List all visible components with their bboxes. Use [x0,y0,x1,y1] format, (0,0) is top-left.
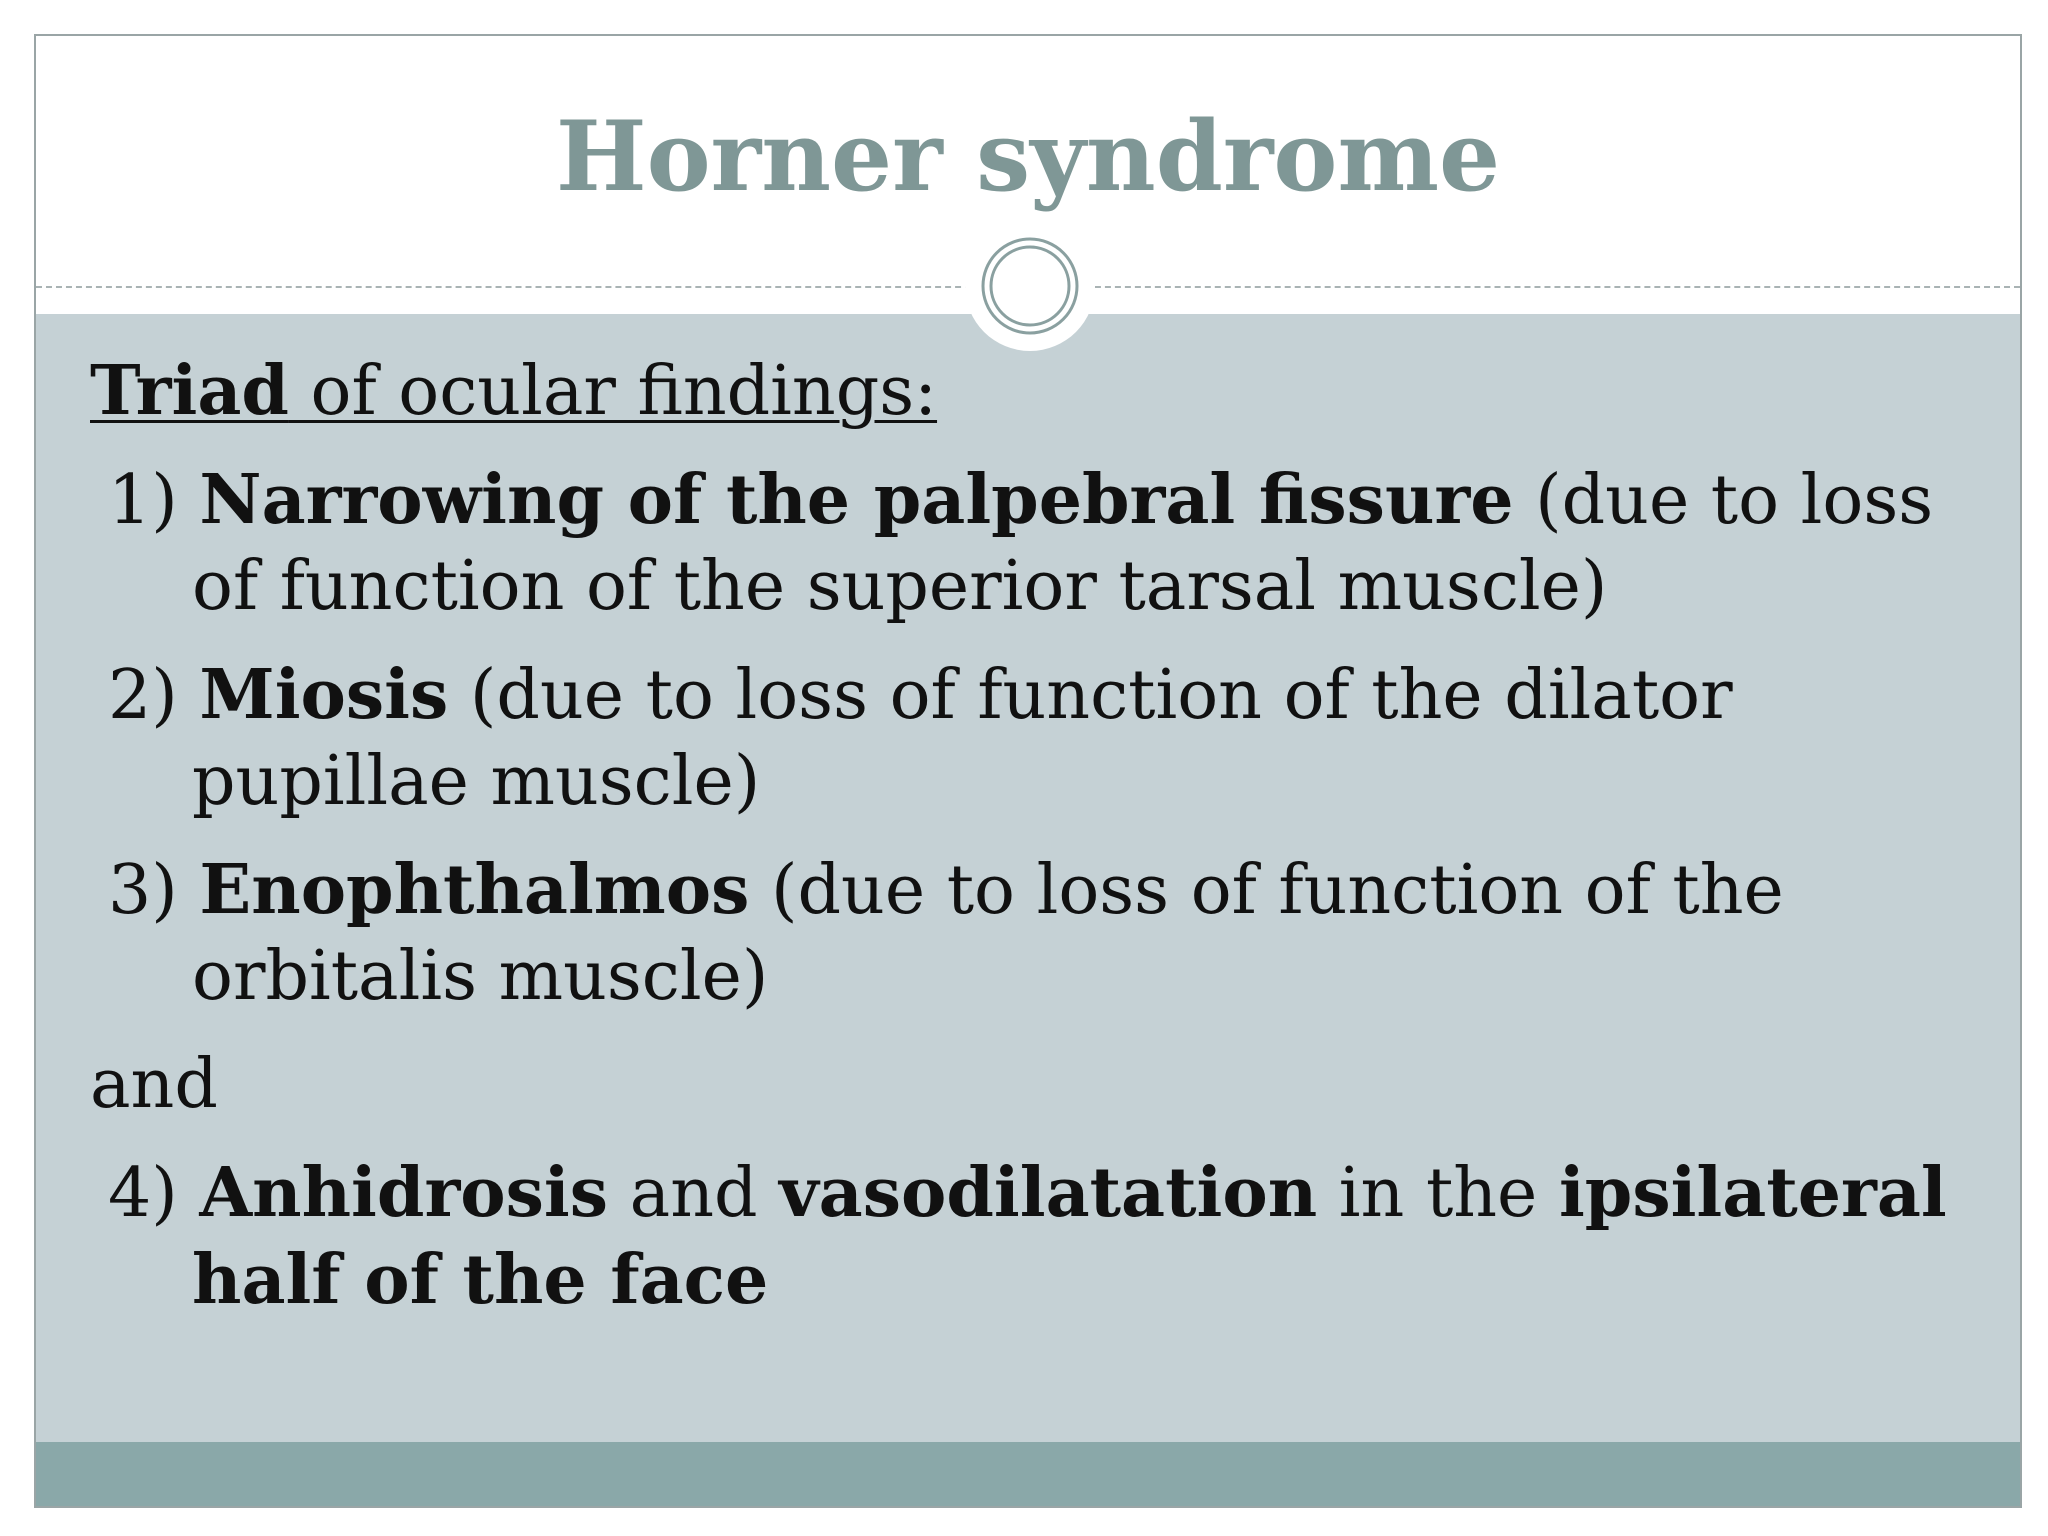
item-explanation: (due to loss of function of the dilator pupillae muscle) [192,656,1733,821]
slide-body [90,348,1970,1324]
slide [34,34,2022,1508]
item-explanation: (due to loss of function of the superior tarsal muscle) [192,461,1934,626]
item-term: Miosis [199,655,449,735]
finding-item-3 [90,847,1970,1020]
item-number: 4) [108,1154,178,1233]
finding-item-1 [90,457,1970,630]
item-connector: and [629,1154,758,1233]
finding-item-4 [90,1150,1970,1324]
item-number: 3) [108,851,178,930]
item-term-vasodilatation: vasodilatation [779,1153,1318,1233]
slide-title: Horner syndrome [555,100,1501,213]
heading-rest: of ocular findings: [288,352,938,431]
connector-text: and [90,1045,218,1124]
item-number: 2) [108,656,178,735]
footer-band [36,1442,2020,1508]
double-ring-icon [979,235,1081,337]
finding-item-2 [90,652,1970,825]
findings-heading [90,348,1970,435]
item-term: Narrowing of the palpebral fissure [199,460,1514,540]
item-number: 1) [108,461,178,540]
item-connector: in the [1338,1154,1538,1233]
item-term-location: ipsilateral half of the face [192,1153,1947,1320]
item-term: Enophthalmos [199,850,750,930]
item-term-anhidrosis: Anhidrosis [199,1153,609,1233]
item-explanation: (due to loss of function of the orbitalis muscle) [192,851,1784,1016]
heading-bold: Triad [90,351,289,431]
